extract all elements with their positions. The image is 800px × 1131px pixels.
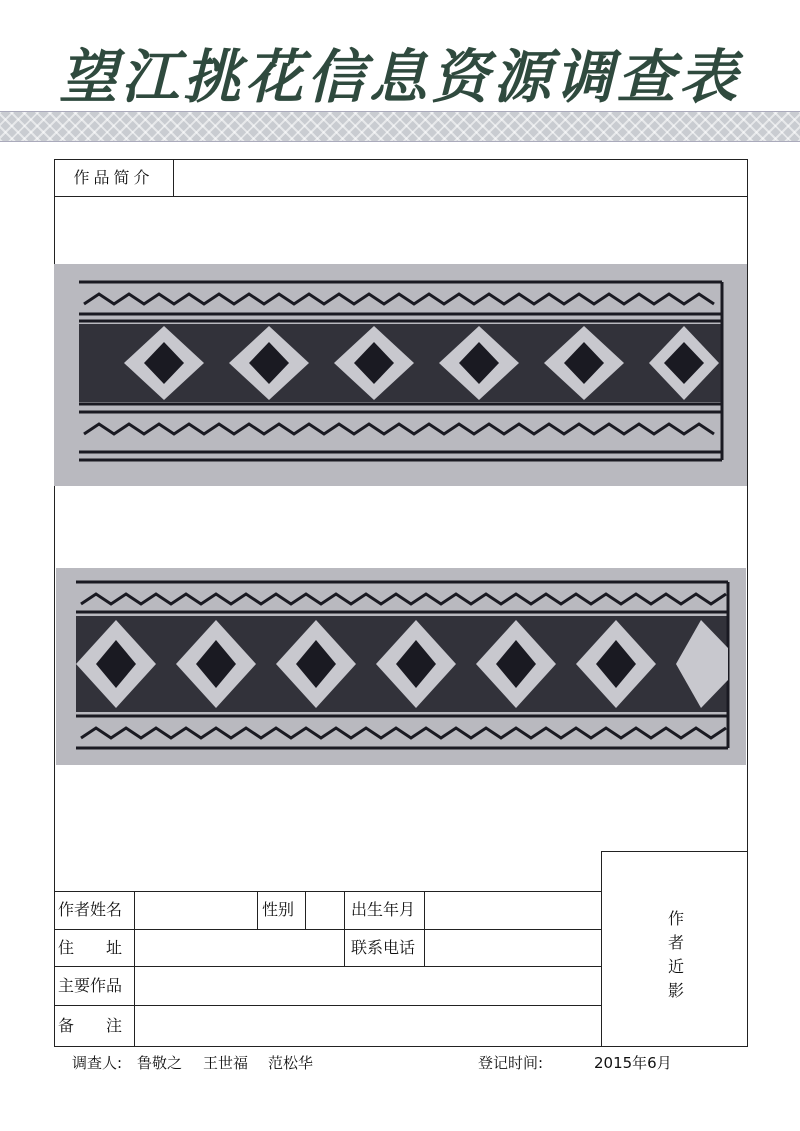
- remarks-label: 备 注: [58, 1016, 123, 1035]
- phone-label: 联系电话: [351, 937, 416, 957]
- author-portrait-box: [601, 851, 748, 1047]
- investigator-2: 王世福: [203, 1054, 249, 1072]
- birth-label: 出生年月: [351, 900, 416, 919]
- gender-label: 性别: [262, 900, 295, 919]
- address-label: 住 址: [58, 937, 123, 957]
- works-label: 主要作品: [58, 975, 123, 995]
- form-line-3: [54, 966, 601, 967]
- portrait-char-4: 影: [667, 981, 684, 1000]
- date-label: 登记时间:: [478, 1054, 544, 1072]
- form-vline-birth-right: [424, 891, 425, 966]
- portrait-char-3: 近: [667, 957, 684, 976]
- page-title: 望江挑花信息资源调查表: [58, 43, 741, 111]
- investigator-1: 鲁敬之: [137, 1054, 183, 1072]
- investigators-label: 调查人:: [72, 1054, 123, 1072]
- form-line-top: [54, 891, 601, 892]
- form-vline-birth-left: [344, 891, 345, 966]
- form-line-2: [54, 929, 601, 930]
- form-vline-gender-left: [257, 891, 258, 929]
- date-value: 2015年6月: [594, 1054, 672, 1072]
- form-vline-label: [134, 891, 135, 1047]
- portrait-char-1: 作: [667, 909, 684, 928]
- intro-row: [54, 159, 748, 197]
- decorative-band: [0, 111, 800, 142]
- author-name-label: 作者姓名: [58, 900, 123, 919]
- investigator-3: 范松华: [268, 1054, 314, 1072]
- intro-label: 作品简介: [54, 159, 174, 196]
- portrait-label: [666, 907, 686, 1003]
- embroidery-photo-2: [56, 568, 746, 765]
- form-line-4: [54, 1005, 601, 1006]
- form-vline-gender-right: [305, 891, 306, 929]
- embroidery-photo-1: [54, 264, 747, 486]
- portrait-char-2: 者: [667, 933, 684, 952]
